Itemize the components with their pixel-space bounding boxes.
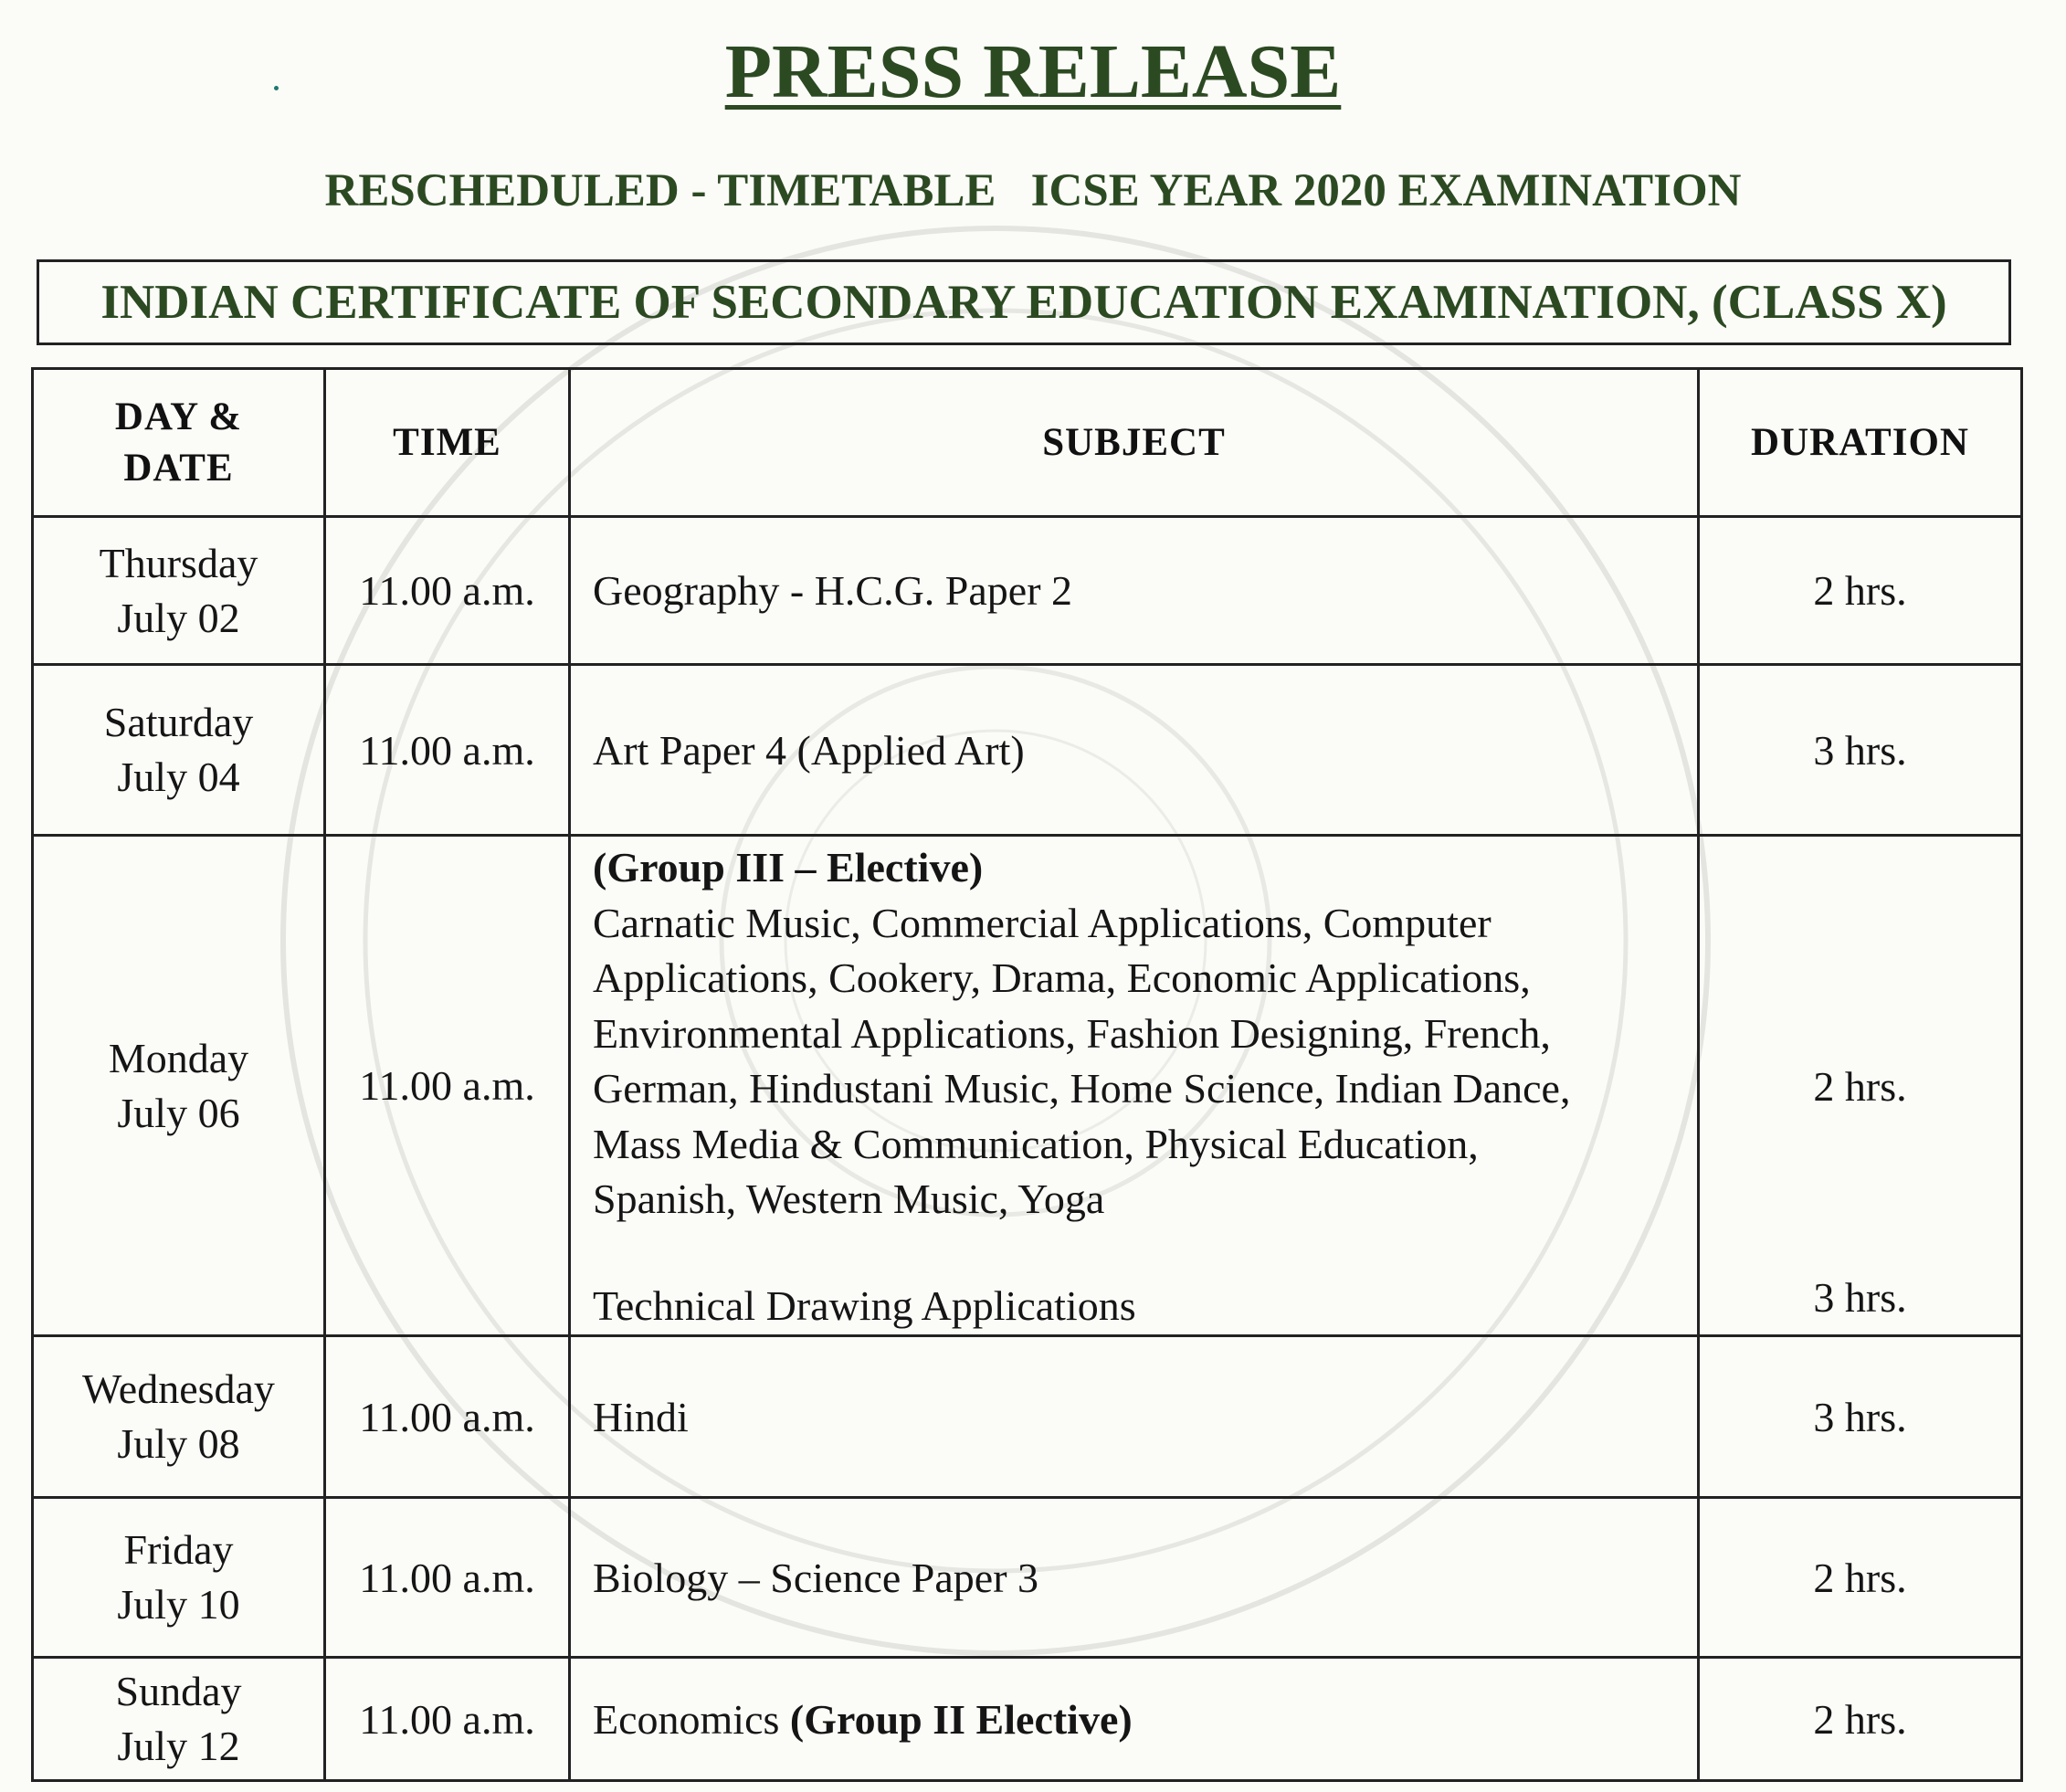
column-header-day-line: DAY & <box>114 395 243 438</box>
subject-cell <box>570 1658 1699 1781</box>
column-header-time: TIME <box>325 369 570 517</box>
technical-drawing-subject: Technical Drawing Applications <box>593 1281 1136 1329</box>
table-header-row <box>33 369 2022 517</box>
date-text: July 12 <box>117 1723 240 1769</box>
time-cell: 11.00 a.m. <box>325 517 570 665</box>
date-text: July 10 <box>117 1581 240 1628</box>
day-date-cell <box>33 665 325 836</box>
day-text: Friday <box>123 1526 234 1573</box>
subject-cell: Hindi <box>570 1336 1699 1498</box>
page-subtitle: RESCHEDULED - TIMETABLE ICSE YEAR 2020 EXAMINATION <box>324 165 1742 216</box>
subject-line: Carnatic Music, Commercial Applications, Computer <box>593 899 1492 946</box>
time-cell: 11.00 a.m. <box>325 1658 570 1781</box>
subject-text: Economics <box>593 1695 780 1743</box>
day-text: Saturday <box>103 699 254 745</box>
subject-line: Applications, Cookery, Drama, Economic Applications, <box>593 954 1531 1001</box>
day-text: Sunday <box>115 1668 242 1714</box>
day-date-cell <box>33 836 325 1336</box>
table-row <box>33 1336 2022 1498</box>
day-date-cell <box>33 1658 325 1781</box>
subject-cell: Geography - H.C.G. Paper 2 <box>570 517 1699 665</box>
table-row <box>33 665 2022 836</box>
table-row <box>33 1498 2022 1658</box>
elective-group-heading: (Group III – Elective) <box>593 844 984 891</box>
day-date-cell <box>33 1498 325 1658</box>
duration-cell-elective <box>1699 836 2022 1336</box>
date-text: July 04 <box>117 754 240 800</box>
subject-cell: Biology – Science Paper 3 <box>570 1498 1699 1658</box>
column-header-date-line: DATE <box>123 446 234 490</box>
table-row <box>33 836 2022 1336</box>
subject-line: Environmental Applications, Fashion Designing, French, <box>593 1009 1551 1057</box>
table-row <box>33 1658 2022 1781</box>
day-text: Wednesday <box>82 1365 275 1412</box>
day-text: Monday <box>108 1034 249 1081</box>
duration-cell: 2 hrs. <box>1699 517 2022 665</box>
time-cell: 11.00 a.m. <box>325 1336 570 1498</box>
date-text: July 08 <box>117 1420 240 1467</box>
technical-drawing-duration: 3 hrs. <box>1813 1274 1907 1321</box>
subject-line: Mass Media & Communication, Physical Education, <box>593 1120 1479 1167</box>
subject-line: Spanish, Western Music, Yoga <box>593 1175 1105 1222</box>
day-date-cell <box>33 517 325 665</box>
date-text: July 02 <box>117 594 240 641</box>
time-cell: 11.00 a.m. <box>325 665 570 836</box>
subject-group-bold: (Group II Elective) <box>789 1695 1133 1743</box>
column-header-day-date <box>33 369 325 517</box>
subject-cell-elective <box>570 836 1699 1336</box>
table-row <box>33 517 2022 665</box>
subject-cell: Art Paper 4 (Applied Art) <box>570 665 1699 836</box>
timetable <box>31 367 2023 1782</box>
duration-cell: 3 hrs. <box>1699 1336 2022 1498</box>
duration-cell: 2 hrs. <box>1699 1658 2022 1781</box>
column-header-subject: SUBJECT <box>570 369 1699 517</box>
date-text: July 06 <box>117 1089 240 1136</box>
duration-cell: 3 hrs. <box>1699 665 2022 836</box>
exam-name-banner: INDIAN CERTIFICATE OF SECONDARY EDUCATION EXAMINATION, (CLASS X) <box>37 259 2011 345</box>
time-cell: 11.00 a.m. <box>325 1498 570 1658</box>
day-text: Thursday <box>99 539 258 586</box>
subject-line: German, Hindustani Music, Home Science, Indian Dance, <box>593 1065 1571 1112</box>
elective-subject-list <box>593 840 1679 1333</box>
page-title: PRESS RELEASE <box>724 29 1342 114</box>
day-date-cell <box>33 1336 325 1498</box>
column-header-duration: DURATION <box>1699 369 2022 517</box>
duration-text: 2 hrs. <box>1813 1063 1907 1110</box>
time-cell: 11.00 a.m. <box>325 836 570 1336</box>
duration-cell: 2 hrs. <box>1699 1498 2022 1658</box>
